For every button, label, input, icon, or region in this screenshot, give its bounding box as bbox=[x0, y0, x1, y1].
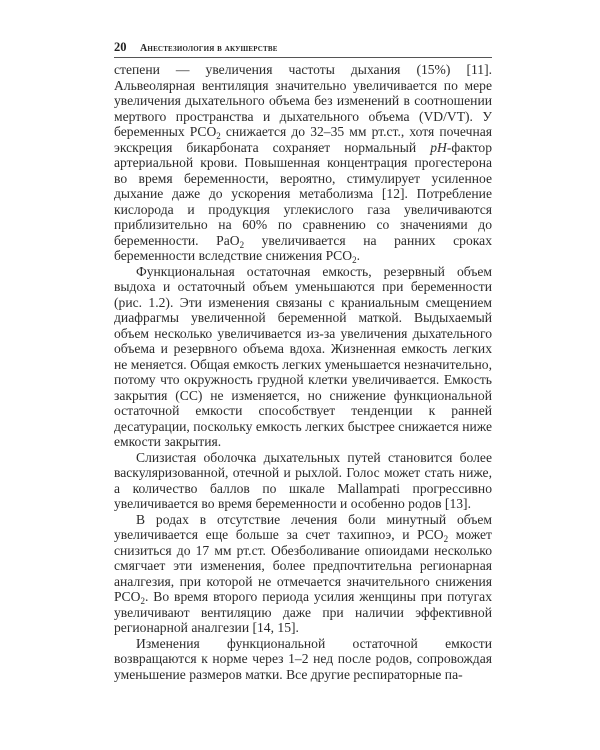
subscript: 2 bbox=[352, 255, 357, 265]
subscript: 2 bbox=[140, 596, 145, 606]
page-number: 20 bbox=[114, 40, 127, 54]
running-title: Анестезиология в акушерстве bbox=[140, 43, 278, 54]
subscript: 2 bbox=[239, 239, 245, 250]
paragraph: Функциональная остаточная емкость, резервный объем выдоха и остаточный объем уменьшаются при беременности (рис. 1.2). Эти изменения связаны с краниальным смещением диафрагмы увеличенной беременной маткой. Выдыхаемый объем несколько увеличивается из-за увеличения дыхательного объема и резервного объема вдоха. Жизненная емкость легких не меняется. Общая емкость легких уменьшается незначительно, потому что окружность грудной клетки увеличивается. Емкость закрытия (CC) не изменяется, но снижение функциональной остаточной емкости способствует тенденции к ранней десатурации, поскольку емкость легких быстрее снижается ниже емкости закрытия. bbox=[114, 263, 492, 449]
subscript: 2 bbox=[443, 534, 449, 544]
book-page bbox=[114, 40, 492, 682]
paragraph: Слизистая оболочка дыхательных путей становится более васкуляризованной, отечной и рыхлой. Голос может стать ниже, а количество баллов по шкале Mallampati прогрессивно увеличивается во время беременности и особенно родов [13]. bbox=[114, 449, 492, 511]
paragraph: В родах в отсутствие лечения боли минутный объем увеличивается еще больше за счет тахипноэ, и $PCO_2$ может снизиться до 17 мм рт.ст. Обезболивание опиоидами несколько смягчает эти изменения, более предпочтительна регионарная аналгезия, при которой не отмечается значительного снижения $PCO_2$. Во время второго периода усилия женщины при потугах увеличивают вентиляцию даже при наличии эффективной регионарной аналгезии [14, 15]. bbox=[114, 511, 492, 635]
paragraph: Изменения функциональной остаточной емкости возвращаются к норме через 1–2 нед после родов, сопровождая уменьшение размеров матки. Все другие респираторные па- bbox=[114, 635, 492, 682]
body-text bbox=[114, 62, 492, 682]
italic-term: pH bbox=[430, 139, 447, 155]
subscript: 2 bbox=[216, 131, 221, 141]
running-head bbox=[114, 40, 492, 58]
paragraph: степени — увеличения частоты дыхания (15%) [11]. Альвеолярная вентиляция значительно увеличивается по мере увеличения дыхательного объема без изменений в соотношении мертвого пространства и дыхательного объема (VD/VT). У беременных $PCO_2$ снижается до 32–35 мм рт.ст., хотя почечная экскреция бикарбоната сохраняет нормальный pH-фактор артериальной крови. Повышенная концентрация прогестерона во время беременности, вероятно, стимулирует усиленное дыхание даже до ускорения метаболизма [12]. Потребление кислорода и продукция углекислого газа увеличиваются приблизительно на 60% по сравнению со значениями до беременности. PaO$_2$ увеличивается на ранних сроках беременности вследствие снижения $PCO_2$. bbox=[114, 62, 493, 265]
